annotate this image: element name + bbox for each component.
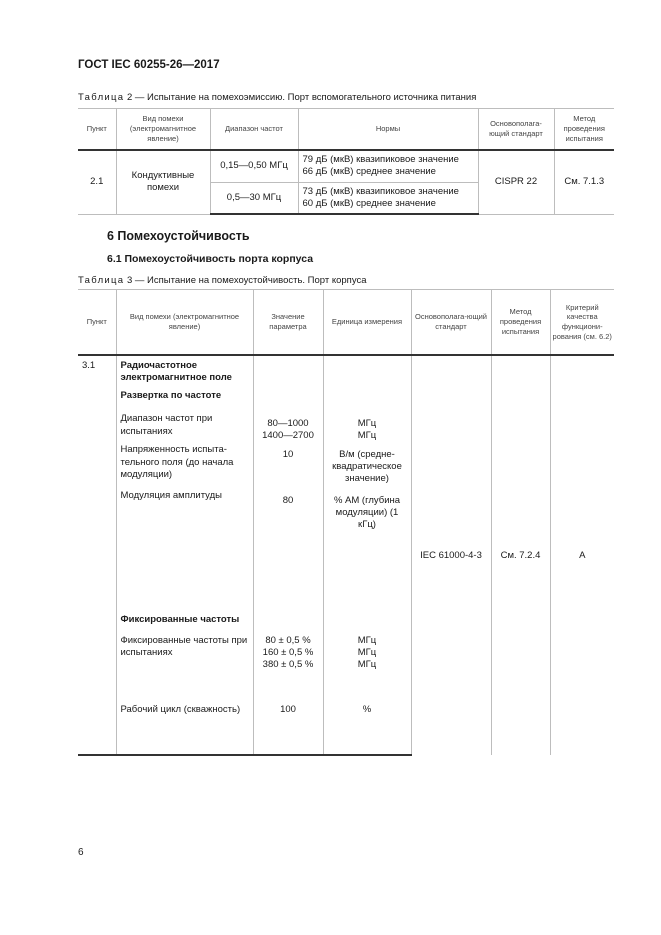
table2-caption-prefix: Таблица (78, 92, 125, 103)
norm-line: 73 дБ (мкВ) квазипиковое значение (302, 185, 459, 197)
header-cell: Метод проведения испытания (491, 290, 550, 356)
param-label: Напряженность испыта-тельного поля (до начала модуляции) (120, 444, 234, 480)
param-value: 1400—2700 (262, 430, 314, 442)
param-unit: МГц (357, 635, 377, 646)
table-header-row (78, 109, 614, 151)
fixed-title: Фиксированные частоты (120, 614, 240, 625)
interference-type: Кондуктивные помехи (116, 150, 210, 214)
header-cell: Основополага-ющий стандарт (411, 290, 491, 356)
param-value: 80 ± 0,5 % (265, 635, 311, 646)
frequency-range: 0,15—0,50 МГц (210, 150, 298, 182)
table-row (78, 150, 614, 182)
param-unit: МГц (357, 418, 377, 429)
basic-standard: CISPR 22 (478, 150, 554, 214)
param-unit: МГц (357, 430, 377, 442)
table-row (78, 355, 614, 610)
table-header-row (78, 290, 614, 356)
field-title: Радиочастотное электромагнитное поле (120, 360, 232, 384)
item-number: 3.1 (82, 360, 96, 371)
test-method: См. 7.2.4 (491, 355, 550, 755)
value-group (258, 635, 319, 695)
values-sweep-cell (253, 355, 323, 610)
param-unit: МГц (357, 647, 377, 659)
item-number: 2.1 (78, 150, 116, 214)
header-cell: Пункт (78, 109, 116, 151)
norms-cell (298, 150, 478, 182)
header-cell: Единица измерения (323, 290, 411, 356)
table3-caption-prefix: Таблица (78, 275, 125, 286)
norm-line: 79 дБ (мкВ) квазипиковое значение (302, 154, 459, 165)
header-cell: Нормы (298, 109, 478, 151)
norm-line: 66 дБ (мкВ) среднее значение (302, 166, 436, 178)
param-label: Фиксированные частоты при испытаниях (120, 635, 248, 659)
norms-cell (298, 182, 478, 214)
param-value: 10 (282, 449, 294, 460)
immunity-table (78, 289, 614, 756)
header-cell: Основополага-ющий стандарт (478, 109, 554, 151)
params-fixed-cell (116, 610, 253, 755)
units-sweep-cell (323, 355, 411, 610)
param-value: 100 (280, 704, 296, 715)
document-header: ГОСТ IEC 60255-26—2017 (78, 59, 220, 71)
sweep-title: Развертка по частоте (120, 390, 222, 402)
basic-standard: IEC 61000-4-3 (411, 355, 491, 755)
table3-caption (78, 275, 367, 286)
header-cell: Значение параметра (253, 290, 323, 356)
param-unit: МГц (357, 659, 377, 671)
header-cell: Вид помехи (электромагнитное явление) (116, 290, 253, 356)
item-number-continued (78, 610, 116, 755)
test-method: См. 7.1.3 (554, 150, 614, 214)
table2-caption-text: 2 — Испытание на помехоэмиссию. Порт вспомогательного источника питания (127, 92, 477, 103)
params-sweep-cell (116, 355, 253, 610)
param-value: 80—1000 (267, 418, 309, 429)
values-fixed-cell (253, 610, 323, 755)
table3-caption-text: 3 — Испытание на помехоустойчивость. Порт корпуса (127, 275, 367, 286)
param-value: 80 (282, 495, 294, 506)
header-cell: Метод проведения испытания (554, 109, 614, 151)
param-unit: % (362, 704, 372, 715)
performance-criterion: А (550, 355, 614, 755)
page-number: 6 (78, 847, 84, 858)
table2-caption (78, 92, 476, 103)
norm-line: 60 дБ (мкВ) среднее значение (302, 198, 436, 210)
header-cell: Вид помехи (электромагнитное явление) (116, 109, 210, 151)
param-label: Рабочий цикл (скважность) (120, 704, 241, 716)
frequency-range: 0,5—30 МГц (210, 182, 298, 214)
unit-group (328, 418, 407, 442)
param-value: 160 ± 0,5 % (262, 647, 314, 659)
unit-group (328, 635, 407, 695)
param-unit: % АМ (глубина модуляции) (1 кГц) (333, 495, 401, 531)
param-unit: В/м (средне-квадратическое значение) (332, 449, 402, 485)
emission-table (78, 108, 614, 215)
param-label: Модуляция амплитуды (120, 490, 222, 502)
header-cell: Пункт (78, 290, 116, 356)
param-label: Диапазон частот при испытаниях (120, 413, 213, 437)
section-heading: 6 Помехоустойчивость (107, 229, 250, 243)
header-cell: Критерий качества функциони-рования (см. 6.2) (550, 290, 614, 356)
header-cell: Диапазон частот (210, 109, 298, 151)
units-fixed-cell (323, 610, 411, 755)
subsection-heading: 6.1 Помехоустойчивость порта корпуса (107, 253, 314, 265)
param-value: 380 ± 0,5 % (262, 659, 314, 671)
value-group (258, 418, 319, 442)
